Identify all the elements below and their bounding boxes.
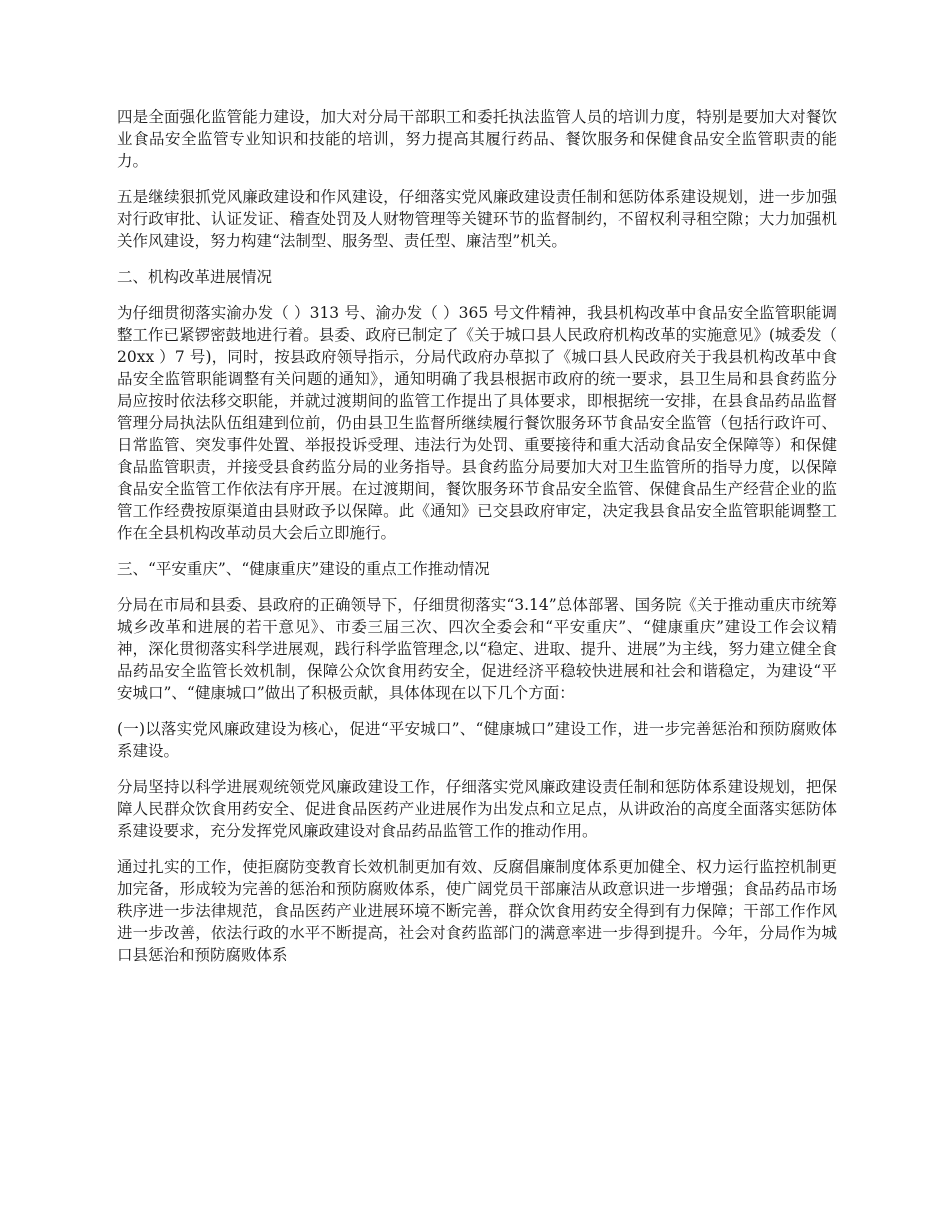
document-page <box>117 106 837 980</box>
paragraph-results: 通过扎实的工作，使拒腐防变教育长效机制更加有效、反腐倡廉制度体系更加健全、权力运行监控机制更加完备，形成较为完善的惩治和预防腐败体系，使广阔党员干部廉洁从政意识进一步增强；食品药品市场秩序进一步法律规范，食品医药产业进展环境不断完善，群众饮食用药安全得到有力保障；干部工作作风进一步改善，依法行政的水平不断提高，社会对食药监部门的满意率进一步得到提升。今年，分局作为城口县惩治和预防腐败体系 <box>117 858 837 964</box>
paragraph-subsection-1: (一)以落实党风廉政建设为核心，促进“平安城口”、“健康城口”建设工作，进一步完善惩治和预防腐败体系建设。 <box>117 720 837 760</box>
paragraph-party-conduct: 五是继续狠抓党风廉政建设和作风建设，仔细落实党风廉政建设责任制和惩防体系建设规划，进一步加强对行政审批、认证发证、稽查处罚及人财物管理等关键环节的监督制约，不留权利寻租空隙；大力加强机关作风建设，努力构建“法制型、服务型、责任型、廉洁型”机关。 <box>117 188 837 250</box>
paragraph-reform-progress: 为仔细贯彻落实渝办发（ ）313 号、渝办发（ ）365 号文件精神，我县机构改革中食品安全监管职能调整工作已紧锣密鼓地进行着。县委、政府已制定了《关于城口县人民政府机构改革的实施意见》(城委发（ 20xx ）7 号)，同时，按县政府领导指示，分局代政府办草拟了《城口县人民政府关于我县机构改革中食品安全监管职能调整有关问题的通知》，通知明确了我县根据市政府的统一要求，县卫生局和县食药监分局应按时依法移交职能，并就过渡期间的监管工作提出了具体要求，即根据统一安排，在县食品药品监督管理分局执法队伍组建到位前，仍由县卫生监督所继续履行餐饮服务环节食品安全监管（包括行政许可、日常监管、突发事件处置、举报投诉受理、违法行为处罚、重要接待和重大活动食品安全保障等）和保健食品监管职责，并接受县食药监分局的业务指导。县食药监分局要加大对卫生监管所的指导力度，以保障食品安全监管工作依法有序开展。在过渡期间，餐饮服务环节食品安全监管、保健食品生产经营企业的监管工作经费按原渠道由县财政予以保障。此《通知》已交县政府审定，决定我县食品安全监管职能调整工作在全县机构改革动员大会后立即施行。 <box>117 304 837 542</box>
paragraph-key-work: 分局在市局和县委、县政府的正确领导下，仔细贯彻落实“3.14”总体部署、国务院《关于推动重庆市统筹城乡改革和进展的若干意见》、市委三届三次、四次全委会和“平安重庆”、“健康重庆”建设工作会议精神，深化贯彻落实科学进展观，践行科学监管理念,以“稳定、进取、提升、进展”为主线，努力建立健全食品药品安全监管长效机制，保障公众饮食用药安全，促进经济平稳较快进展和社会和谐稳定，为建设“平安城口”、“健康城口”做出了积极贡献，具体体现在以下几个方面： <box>117 596 837 702</box>
section-heading-reform: 二、机构改革进展情况 <box>117 268 273 286</box>
section-heading-safe-healthy: 三、“平安重庆”、“健康重庆”建设的重点工作推动情况 <box>117 560 490 578</box>
paragraph-science-development: 分局坚持以科学进展观统领党风廉政建设工作，仔细落实党风廉政建设责任制和惩防体系建设规划，把保障人民群众饮食用药安全、促进食品医药产业进展作为出发点和立足点，从讲政治的高度全面落实惩防体系建设要求，充分发挥党风廉政建设对食品药品监管工作的推动作用。 <box>117 778 837 840</box>
paragraph-capacity-building: 四是全面强化监管能力建设，加大对分局干部职工和委托执法监管人员的培训力度，特别是要加大对餐饮业食品安全监管专业知识和技能的培训，努力提高其履行药品、餐饮服务和保健食品安全监管职责的能力。 <box>117 108 837 170</box>
